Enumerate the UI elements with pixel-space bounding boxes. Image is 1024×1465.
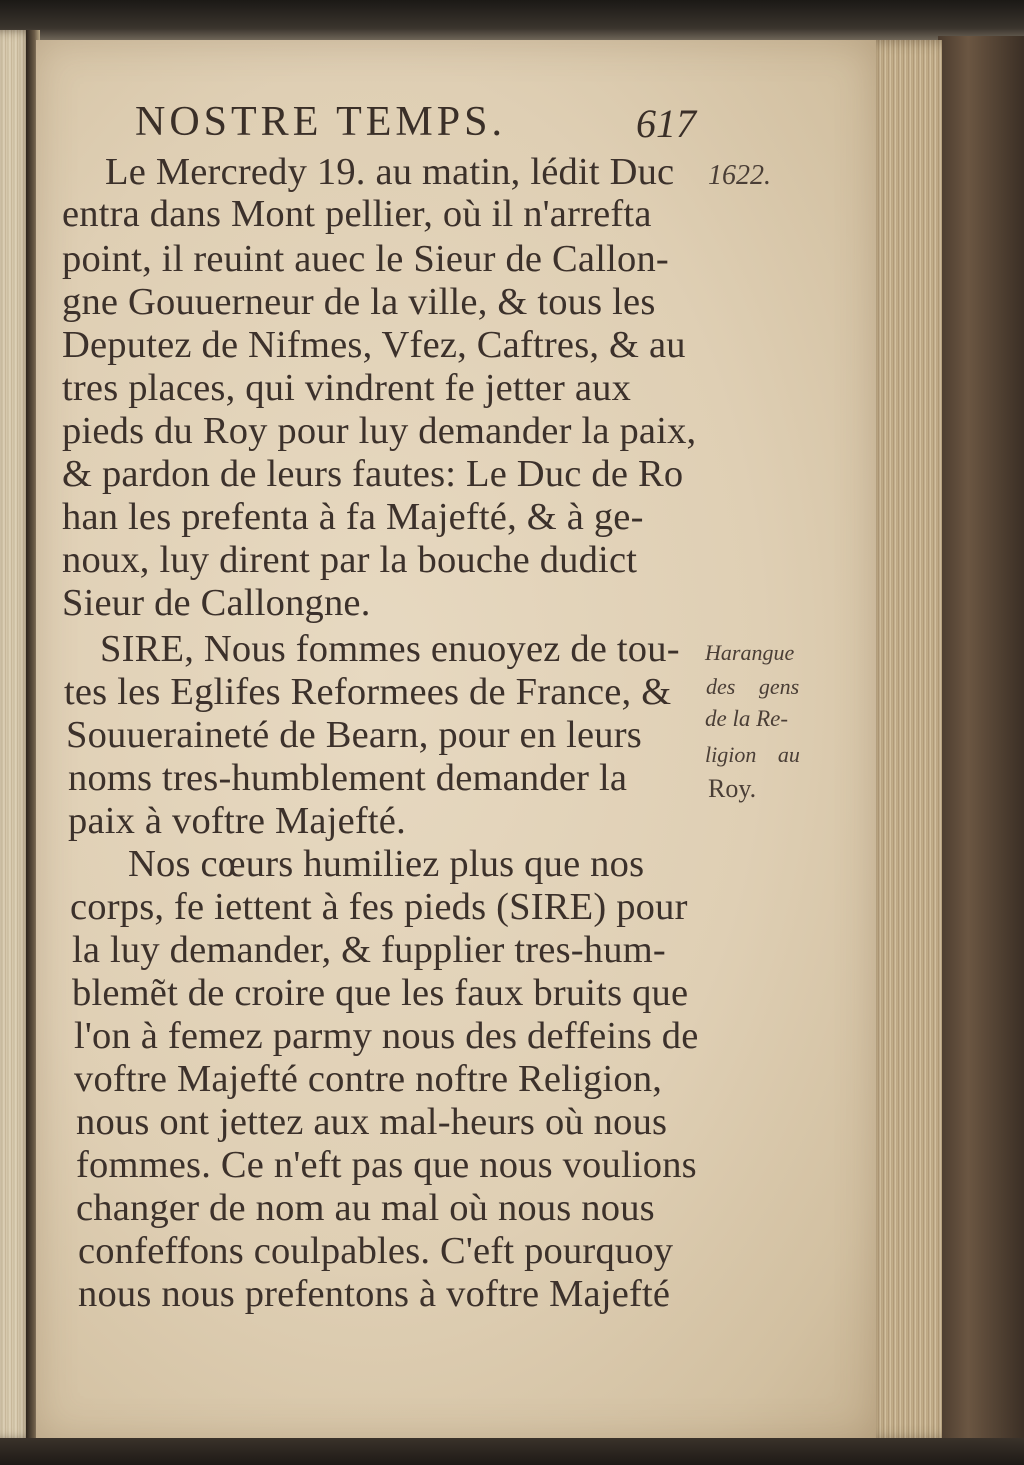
text-line: blemẽt de croire que les faux bruits que	[72, 972, 689, 1014]
text-line: & pardon de leurs fautes: Le Duc de Ro	[62, 453, 684, 495]
cover-edge	[938, 36, 1024, 1465]
text-line: entra dans Mont pellier, où il n'arrefta	[62, 193, 652, 235]
margin-note-line: des gens	[706, 674, 800, 699]
text-line: changer de nom au mal où nous nous	[76, 1187, 655, 1229]
text-line: nous ont jettez aux mal-heurs où nous	[76, 1101, 668, 1143]
text-line: voftre Majefté contre noftre Religion,	[74, 1058, 663, 1100]
text-line: han les prefenta à fa Majefté, & à ge-	[62, 496, 644, 538]
text-line: Souueraineté de Bearn, pour en leurs	[66, 714, 642, 756]
text-line: point, il reuint auec le Sieur de Callon-	[62, 238, 669, 280]
bottom-shadow	[0, 1438, 1024, 1465]
text-line: fommes. Ce n'eft pas que nous voulions	[76, 1144, 697, 1186]
margin-note-line: Harangue	[705, 640, 795, 665]
text-line: Le Mercredy 19. au matin, lédit Duc	[105, 151, 675, 193]
text-line: Sieur de Callongne.	[62, 582, 371, 624]
text-line: paix à voftre Majefté.	[68, 800, 406, 842]
text-line: l'on à femez parmy nous des deffeins de	[74, 1015, 699, 1057]
text-line: noms tres-humblement demander la	[68, 757, 628, 799]
running-head: NOSTRE TEMPS.	[135, 99, 506, 145]
page-number: 617	[636, 101, 696, 146]
text-line: pieds du Roy pour luy demander la paix,	[62, 410, 697, 452]
text-line: tres places, qui vindrent fe jetter aux	[62, 367, 632, 409]
margin-note-line: de la Re-	[705, 706, 789, 731]
text-line: SIRE, Nous fommes enuoyez de tou-	[100, 628, 680, 670]
text-line: nous nous prefentons à voftre Majefté	[78, 1273, 671, 1315]
text-line: tes les Eglifes Reformees de France, &	[64, 671, 672, 713]
top-edge	[0, 0, 1024, 40]
margin-note-line: ligion au	[705, 742, 800, 767]
text-line: noux, luy dirent par la bouche dudict	[62, 539, 638, 581]
text-line: corps, fe iettent à fes pieds (SIRE) pour	[70, 886, 688, 928]
text-line: confeffons coulpables. C'eft pourquoy	[78, 1230, 674, 1272]
text-line: Nos cœurs humiliez plus que nos	[128, 843, 645, 885]
margin-note-line: Roy.	[708, 774, 757, 803]
text-line: la luy demander, & fupplier tres-hum-	[72, 929, 666, 971]
text-line: Deputez de Nifmes, Vfez, Caftres, & au	[62, 324, 686, 366]
text-line: gne Gouuerneur de la ville, & tous les	[62, 281, 656, 323]
margin-year: 1622.	[708, 160, 771, 191]
